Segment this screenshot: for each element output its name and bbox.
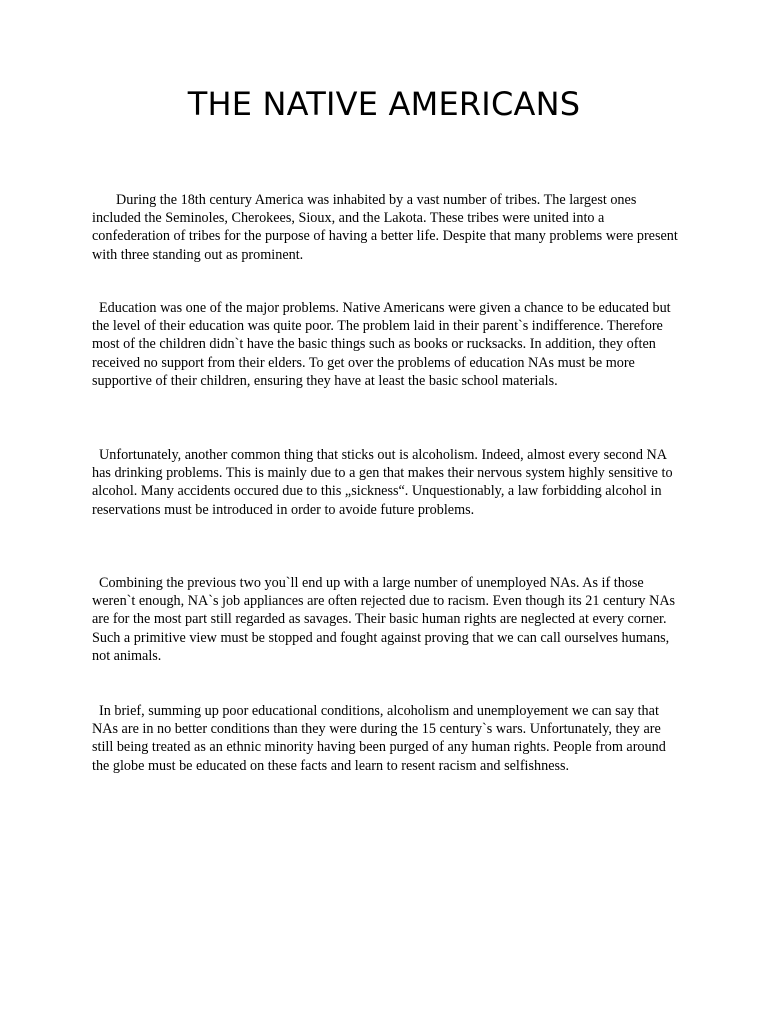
paragraph-unemployment: Combining the previous two you`ll end up with a large number of unemployed NAs. As if those weren`t enough, NA`s job appliances are often rejected due to racism. Even though its 21 century NAs are for the most part still regarded as savages. Their basic human rights are neglected at every corner. Such a primitive view must be stopped and fought against proving that we can call ourselves humans, not animals.	[92, 575, 676, 664]
document-title: THE NATIVE AMERICANS	[187, 85, 581, 123]
paragraph-alcoholism: Unfortunately, another common thing that sticks out is alcoholism. Indeed, almost every second NA has drinking problems. This is mainly due to a gen that makes their nervous system highly sensitive to alcohol. Many accidents occured due to this „sickness“. Unquestionably, a law forbidding alcohol in reservations must be introduced in order to avoide future problems.	[92, 447, 673, 518]
paragraph-tribes: During the 18th century America was inhabited by a vast number of tribes. The largest ones included the Seminoles, Cherokees, Sioux, and the Lakota. These tribes were united into a confederation of tribes for the purpose of having a better life. Despite that many problems were present with three standing out as prominent.	[92, 192, 678, 263]
paragraph-conclusion: In brief, summing up poor educational conditions, alcoholism and unemployement we can say that NAs are in no better conditions than they were during the 15 century`s wars. Unfortunately, they are still being treated as an ethnic minority having been purged of any human rights. People from around the globe must be educated on these facts and learn to resent racism and selfishness.	[92, 703, 666, 774]
paragraph-education: Education was one of the major problems. Native Americans were given a chance to be educated but the level of their education was quite poor. The problem laid in their parent`s indifference. Therefore most of the children didn`t have the basic things such as books or rucksacks. In addition, they often received no support from their elders. To get over the problems of education NAs must be more supportive of their children, ensuring they have at least the basic school materials.	[92, 300, 671, 389]
